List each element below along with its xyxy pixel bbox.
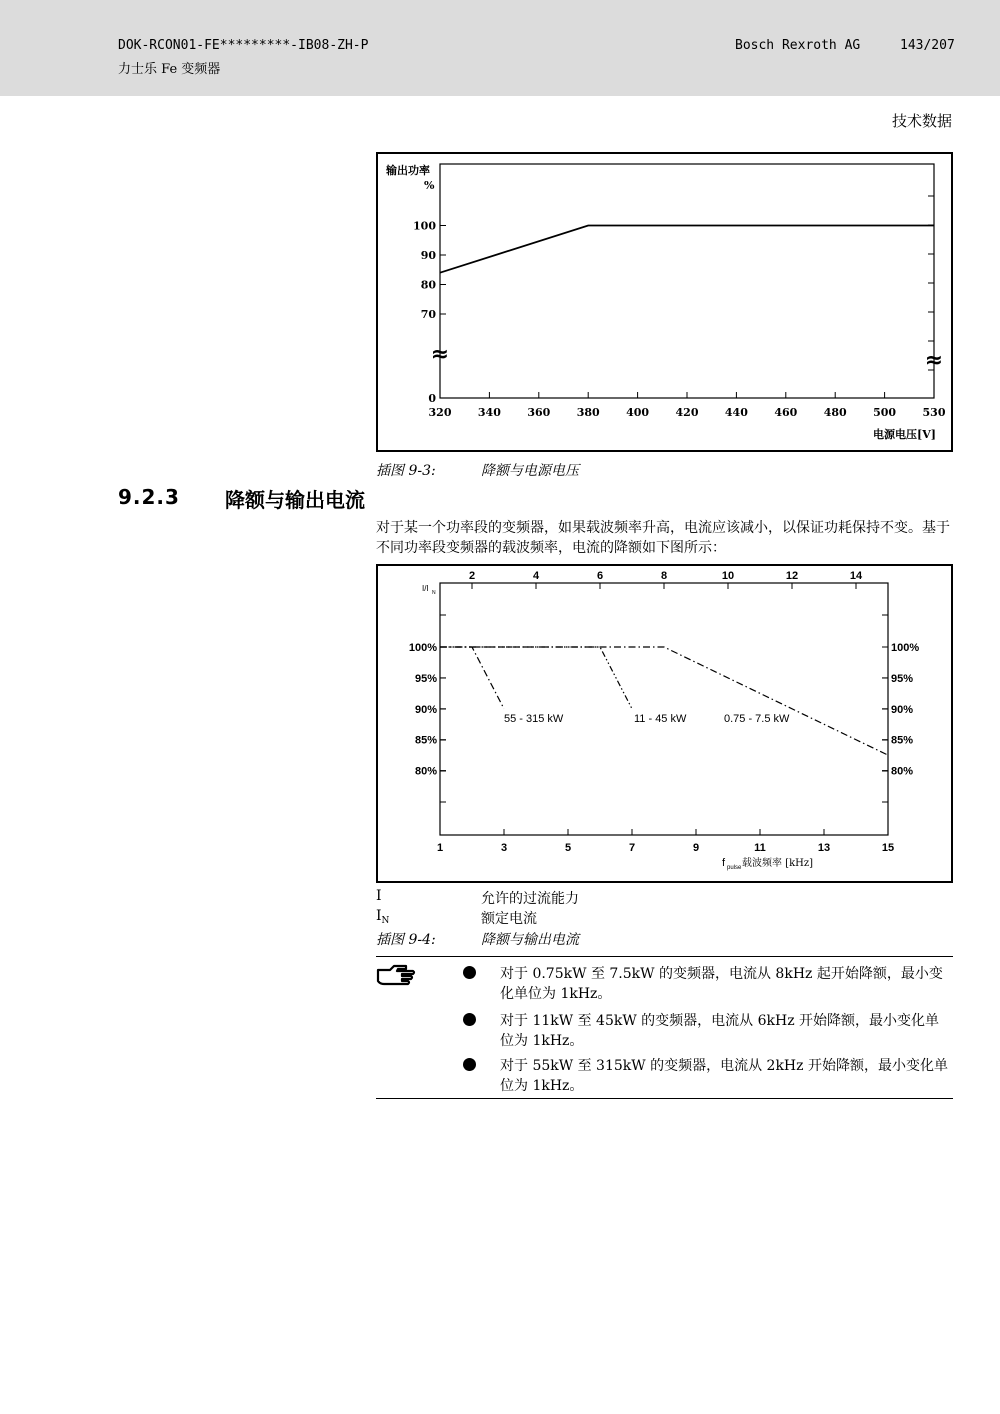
intro-paragraph: 对于某一个功率段的变频器，如果载波频率升高，电流应该减小，以保证功耗保持不变。基于不同功率段变频器的载波频率，电流的降额如下图所示： [376, 520, 950, 556]
note-top-rule [376, 956, 953, 957]
page-number: 143/207 [900, 38, 955, 53]
x-bottom-tick-label: 1 [436, 842, 444, 854]
x-bottom-tick-label: 3 [500, 842, 508, 854]
y-axis-label: I/I [422, 584, 429, 593]
legend-symbol-in: $I_N$ [376, 908, 390, 926]
x-top-tick-label: 14 [849, 570, 863, 582]
x-tick-label: 380 [576, 406, 600, 419]
x-tick-label: 360 [527, 406, 551, 419]
figure1-caption-text: 降额与电源电压 [481, 463, 579, 479]
x-top-tick-label: 10 [721, 570, 735, 582]
y-left-tick-label: 100% [408, 642, 437, 654]
x-tick-label: 420 [675, 406, 699, 419]
x-tick-label: 480 [823, 406, 847, 419]
x-tick-label: 340 [477, 406, 501, 419]
x-top-tick-label: 8 [660, 570, 668, 582]
x-bottom-tick-label: 9 [692, 842, 700, 854]
document-id: DOK-RCON01-FE*********-IB08-ZH-P [118, 38, 369, 53]
y-axis-label-sub: N [432, 590, 436, 596]
derating-curve [440, 647, 632, 709]
x-tick-label: 400 [626, 406, 650, 419]
y-left-tick-label: 85% [414, 734, 437, 747]
x-top-tick-label: 4 [532, 570, 540, 582]
pointing-hand-icon [376, 964, 416, 992]
page-header [0, 0, 1000, 96]
bullet-icon [463, 1058, 476, 1071]
note-item: 对于 55kW 至 315kW 的变频器，电流从 2kHz 开始降额，最小变化单位为 1kHz。 [500, 1058, 948, 1094]
y-right-tick-label: 85% [891, 734, 914, 747]
y-axis-unit: % [424, 179, 435, 192]
x-top-tick-label: 6 [596, 570, 604, 582]
y-axis-label: 输出功率 [386, 164, 430, 177]
x-axis-label-text: 载波频率 [kHz] [742, 858, 814, 869]
figure2-caption-number: 插图 9-4: [376, 932, 436, 948]
series-label: 0.75 - 7.5 kW [724, 713, 790, 725]
x-bottom-tick-label: 13 [817, 842, 831, 854]
y-left-tick-label: 95% [414, 672, 437, 685]
voltage-derating-svg [378, 154, 951, 450]
current-derating-chart [376, 564, 953, 883]
x-tick-label: 500 [873, 406, 897, 419]
x-tick-label: 320 [428, 406, 452, 419]
x-tick-label: 440 [724, 406, 748, 419]
axis-break-right: ≈ [924, 348, 944, 373]
x-tick-label: 460 [774, 406, 798, 419]
bullet-icon [463, 1013, 476, 1026]
axis-break-left: ≈ [430, 342, 450, 367]
plot-area [440, 583, 888, 835]
legend-symbol-i: I [376, 888, 382, 904]
note-item: 对于 0.75kW 至 7.5kW 的变频器，电流从 8kHz 起开始降额，最小变化单位为 1kHz。 [500, 966, 943, 1002]
y-tick-label: 90 [420, 249, 436, 262]
x-axis-label-f: f [722, 857, 726, 869]
y-right-tick-label: 100% [891, 642, 920, 654]
product-name: 力士乐 Fe 变频器 [118, 62, 221, 77]
figure2-caption-text: 降额与输出电流 [481, 932, 579, 948]
x-bottom-tick-label: 15 [881, 842, 895, 854]
company-name: Bosch Rexroth AG [735, 38, 861, 53]
series-label: 11 - 45 kW [634, 713, 687, 725]
section-heading-number: 9.2.3 [118, 485, 180, 509]
y-right-tick-label: 90% [891, 703, 914, 716]
section-label: 技术数据 [891, 112, 952, 130]
x-tick-label: 530 [922, 406, 946, 419]
y-tick-label: 0 [428, 392, 436, 405]
output-power-line [440, 226, 934, 273]
x-bottom-tick-label: 11 [754, 842, 766, 854]
legend-text-i: 允许的过流能力 [481, 891, 579, 907]
voltage-derating-chart [376, 152, 953, 452]
y-left-tick-label: 80% [414, 765, 437, 778]
bullet-icon [463, 966, 476, 979]
y-tick-label: 100 [413, 219, 436, 233]
legend-text-in: 额定电流 [481, 911, 537, 927]
x-bottom-tick-label: 5 [564, 842, 572, 854]
series-label: 55 - 315 kW [504, 713, 564, 725]
y-tick-label: 70 [420, 308, 436, 321]
note-item: 对于 11kW 至 45kW 的变频器，电流从 6kHz 开始降额，最小变化单位为 1kHz。 [500, 1013, 940, 1049]
figure1-caption-number: 插图 9-3: [376, 463, 436, 479]
derating-curve [440, 647, 888, 755]
derating-curve [440, 647, 504, 709]
y-left-tick-label: 90% [414, 703, 437, 716]
current-derating-svg [378, 566, 951, 881]
x-top-tick-label: 12 [785, 570, 799, 582]
plot-area [440, 164, 934, 398]
x-axis-label: 电源电压[V] [873, 428, 936, 441]
x-axis-label-sub: pulse [727, 865, 742, 871]
y-right-tick-label: 80% [891, 765, 914, 778]
x-bottom-tick-label: 7 [628, 842, 636, 854]
y-tick-label: 80 [420, 278, 436, 292]
y-right-tick-label: 95% [891, 672, 914, 685]
note-bottom-rule [376, 1098, 953, 1099]
section-heading-title: 降额与输出电流 [225, 488, 365, 512]
x-top-tick-label: 2 [468, 570, 476, 582]
